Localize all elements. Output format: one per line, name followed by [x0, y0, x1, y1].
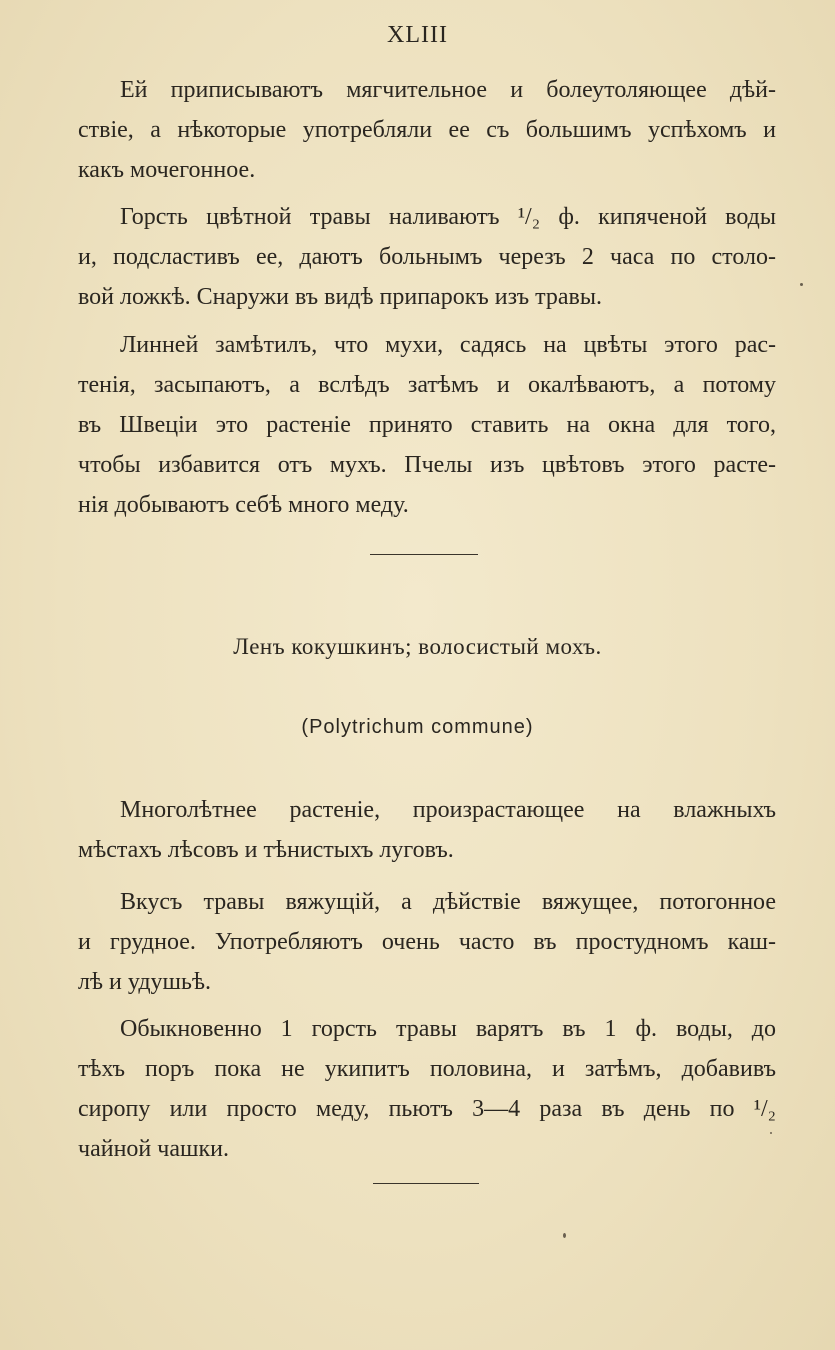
text-line: лѣ и удушьѣ.: [78, 969, 212, 995]
text-line: мѣстахъ лѣсовъ и тѣнистыхъ луговъ.: [78, 837, 454, 863]
text-line: какъ мочегонное.: [78, 157, 256, 183]
paper-speck: [563, 1233, 566, 1238]
paper-speck: [800, 283, 803, 286]
text-line: чтобы избавится отъ мухъ. Пчелы изъ цвѣтовъ этого расте-: [78, 452, 776, 478]
text-line: Ей приписываютъ мягчительное и болеутоляющее дѣй-: [120, 77, 776, 103]
latin-name: (Polytrichum commune): [301, 716, 534, 738]
text-line: тѣхъ поръ пока не укипитъ половина, и затѣмъ, добавивъ: [78, 1056, 776, 1082]
paragraph: [78, 70, 776, 190]
text-line: сиропу или просто меду, пьютъ 3—4 раза въ день по ¹/₂: [78, 1096, 776, 1122]
text-line: нія добываютъ себѣ много меду.: [78, 492, 409, 518]
text-line: Горсть цвѣтной травы наливаютъ ¹/₂ ф. кипяченой воды: [120, 204, 776, 230]
section-heading: Ленъ кокушкинъ; волосистый мохъ.: [233, 634, 602, 659]
paragraph: [78, 325, 776, 525]
text-line: Вкусъ травы вяжущій, а дѣйствіе вяжущее, потогонное: [120, 889, 776, 915]
paper-speck: [770, 1132, 772, 1134]
text-line: въ Швеціи это растеніе принято ставить на окна для того,: [78, 412, 776, 438]
text-line: тенія, засыпаютъ, а вслѣдъ затѣмъ и окалѣваютъ, а потому: [78, 372, 776, 398]
text-line: чайной чашки.: [78, 1136, 229, 1162]
paragraph: [78, 1009, 776, 1169]
paragraph: [78, 197, 776, 317]
text-line: и, подсластивъ ее, даютъ больнымъ черезъ 2 часа по столо-: [78, 244, 776, 270]
section-divider: [370, 554, 478, 555]
text-line: Линней замѣтилъ, что мухи, садясь на цвѣты этого рас-: [120, 332, 776, 358]
page-number: XLIII: [387, 22, 448, 48]
text-line: ствіе, а нѣкоторые употребляли ее съ большимъ успѣхомъ и: [78, 117, 776, 143]
text-line: вой ложкѣ. Снаружи въ видѣ припарокъ изъ травы.: [78, 284, 602, 310]
paragraph: [78, 882, 776, 1002]
text-line: Обыкновенно 1 горсть травы варятъ въ 1 ф. воды, до: [120, 1016, 776, 1042]
paragraph: [78, 790, 776, 870]
text-line: и грудное. Употребляютъ очень часто въ простудномъ каш-: [78, 929, 776, 955]
text-line: Многолѣтнее растеніе, произрастающее на влажныхъ: [120, 797, 776, 823]
end-divider: [373, 1183, 479, 1184]
